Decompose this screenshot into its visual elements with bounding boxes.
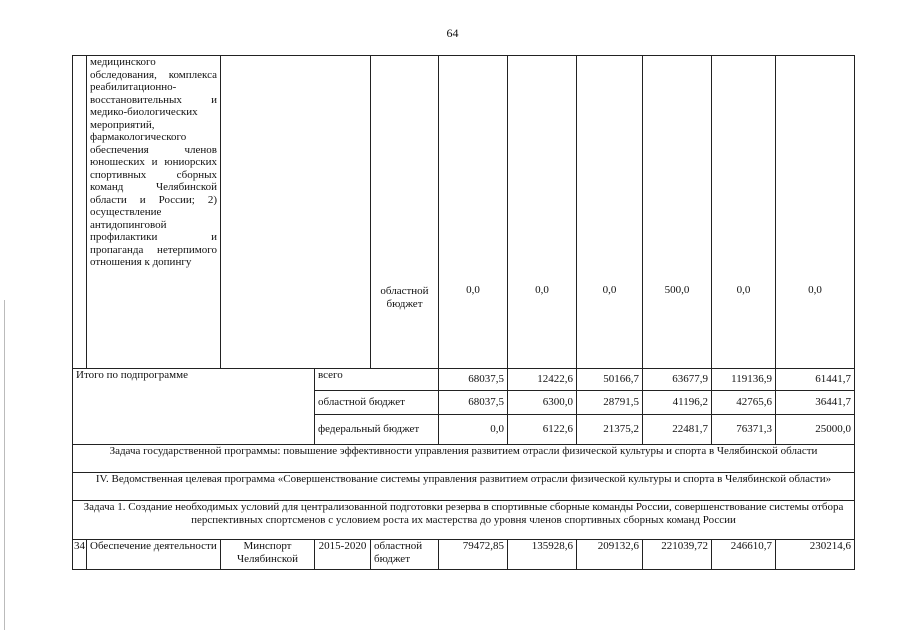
program-table bbox=[72, 55, 855, 570]
task-heading: Задача 1. Создание необходимых условий для централизованной подготовки резерва в спортивные сборные команды России, совершенствование системы отбора перспективных спортсменов с условием роста их мастерства до уровня членов спортивных сборных команд России bbox=[73, 501, 855, 540]
executor: Минспорт Челябинской bbox=[221, 540, 315, 570]
value-cell: 76371,3 bbox=[712, 415, 776, 445]
value-cell: 6122,6 bbox=[508, 415, 577, 445]
value-cell: 0,0 bbox=[439, 56, 508, 369]
value-cell: 61441,7 bbox=[776, 369, 855, 391]
value-cell: 221039,72 bbox=[643, 540, 712, 570]
subtotal-label: Итого по подпрограмме bbox=[73, 369, 315, 445]
value-cell: 209132,6 bbox=[577, 540, 643, 570]
table-row bbox=[73, 369, 855, 391]
value-cell: 68037,5 bbox=[439, 369, 508, 391]
value-cell: 79472,85 bbox=[439, 540, 508, 570]
value-cell: 25000,0 bbox=[776, 415, 855, 445]
value-cell: 0,0 bbox=[439, 415, 508, 445]
value-cell: 230214,6 bbox=[776, 540, 855, 570]
value-cell: 50166,7 bbox=[577, 369, 643, 391]
value-cell: 12422,6 bbox=[508, 369, 577, 391]
value-cell: 21375,2 bbox=[577, 415, 643, 445]
value-cell: 6300,0 bbox=[508, 391, 577, 415]
page-number: 64 bbox=[446, 26, 459, 40]
funding-source: областной бюджет bbox=[371, 56, 439, 369]
value-cell: 119136,9 bbox=[712, 369, 776, 391]
value-cell: 0,0 bbox=[508, 56, 577, 369]
table-row bbox=[73, 501, 855, 540]
row-number: 34 bbox=[73, 540, 87, 570]
table-row bbox=[73, 445, 855, 473]
funding-source: областной бюджет bbox=[315, 391, 439, 415]
funding-source: всего bbox=[315, 369, 439, 391]
value-cell: 41196,2 bbox=[643, 391, 712, 415]
funding-source: областной бюджет bbox=[371, 540, 439, 570]
value-cell: 0,0 bbox=[712, 56, 776, 369]
activity-description: Обеспечение деятельности bbox=[87, 540, 221, 570]
value-cell: 63677,9 bbox=[643, 369, 712, 391]
value-cell: 0,0 bbox=[577, 56, 643, 369]
value-cell: 135928,6 bbox=[508, 540, 577, 570]
value-cell: 68037,5 bbox=[439, 391, 508, 415]
value-cell: 246610,7 bbox=[712, 540, 776, 570]
value-cell: 22481,7 bbox=[643, 415, 712, 445]
table-row bbox=[73, 540, 855, 570]
scan-edge-line bbox=[4, 300, 5, 630]
value-cell: 500,0 bbox=[643, 56, 712, 369]
value-cell: 28791,5 bbox=[577, 391, 643, 415]
section-heading: IV. Ведомственная целевая программа «Совершенствование системы управления развитием отрасли физической культуры и спорта в Челябинской области» bbox=[73, 473, 855, 501]
table-row bbox=[73, 56, 855, 369]
activity-description: медицинского обследования, комплекса реабилитационно-восстановительных и медико-биологических мероприятий, фармакологического обеспечения членов юношеских и юниорских спортивных сборных команд Челябинской области и России; 2) осуществление антидопинговой профилактики и пропаганда нетерпимого отношения к допингу bbox=[87, 56, 221, 369]
table-row bbox=[73, 473, 855, 501]
funding-source: федеральный бюджет bbox=[315, 415, 439, 445]
state-program-task: Задача государственной программы: повышение эффективности управления развитием отрасли физической культуры и спорта в Челябинской области bbox=[73, 445, 855, 473]
value-cell: 42765,6 bbox=[712, 391, 776, 415]
period: 2015-2020 bbox=[315, 540, 371, 570]
value-cell: 0,0 bbox=[776, 56, 855, 369]
value-cell: 36441,7 bbox=[776, 391, 855, 415]
